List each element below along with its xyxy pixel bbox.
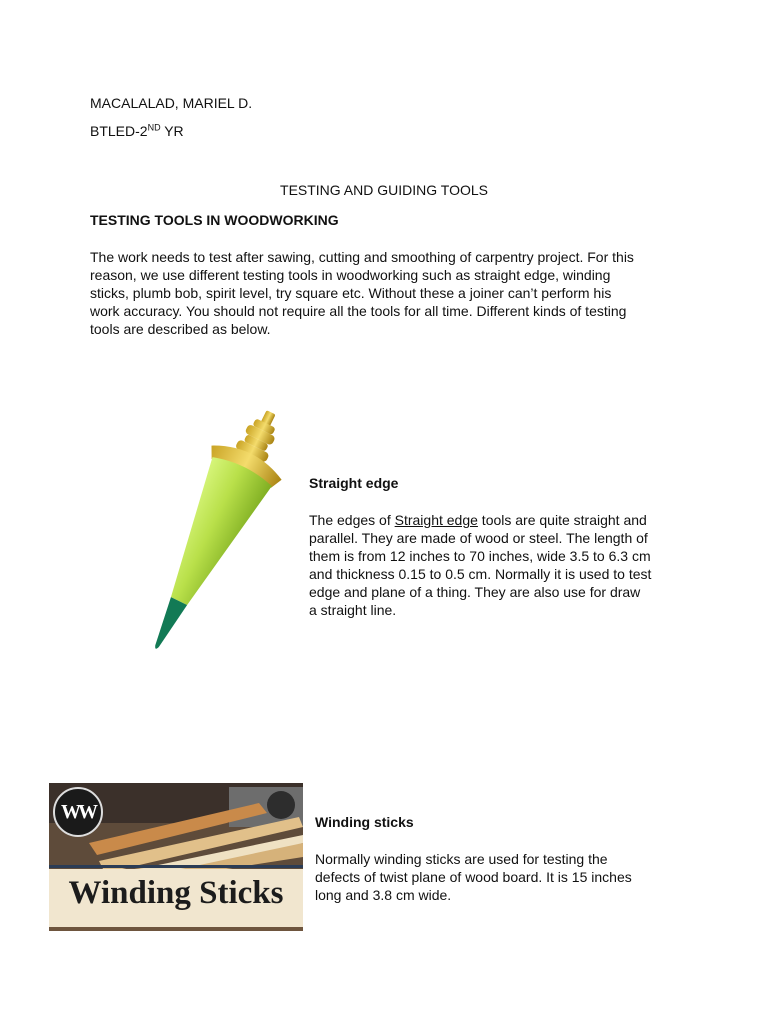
plumb-bob-image <box>86 402 286 678</box>
straight-edge-line: a straight line. <box>309 602 397 618</box>
straight-edge-line-prefix: The edges of <box>309 512 395 528</box>
straight-edge-line: edge and plane of a thing. They are also use for draw <box>309 584 641 600</box>
intro-paragraph <box>90 248 690 338</box>
document-title: TESTING AND GUIDING TOOLS <box>280 182 488 198</box>
course-year <box>90 122 184 140</box>
intro-line: sticks, plumb bob, spirit level, try square etc. Without these a joiner can’t perform his <box>90 285 612 301</box>
course-prefix: BTLED-2 <box>90 123 148 139</box>
straight-edge-line-suffix: tools are quite straight and <box>477 512 647 528</box>
straight-edge-line: parallel. They are made of wood or steel. The length of <box>309 530 648 546</box>
straight-edge-line: them is from 12 inches to 70 inches, wide 3.5 to 6.3 cm <box>309 548 651 564</box>
winding-sticks-paragraph <box>315 850 695 904</box>
course-suffix: YR <box>160 123 184 139</box>
author-name: MACALALAD, MARIEL D. <box>90 95 253 111</box>
section-heading: TESTING TOOLS IN WOODWORKING <box>90 212 339 228</box>
ww-logo-text: WW <box>61 800 95 823</box>
intro-line: work accuracy. You should not require all the tools for all time. Different kinds of testing <box>90 303 627 319</box>
winding-sticks-line: defects of twist plane of wood board. It is 15 inches <box>315 869 632 885</box>
straight-edge-link[interactable]: Straight edge <box>394 512 478 528</box>
winding-sticks-line: Normally winding sticks are used for testing the <box>315 851 608 867</box>
winding-sticks-line: long and 3.8 cm wide. <box>315 887 452 903</box>
straight-edge-line: and thickness 0.15 to 0.5 cm. Normally it is used to test <box>309 566 652 582</box>
caption-rule-top <box>49 865 303 868</box>
straight-edge-heading: Straight edge <box>309 475 399 491</box>
winding-sticks-heading: Winding sticks <box>315 814 414 830</box>
straight-edge-paragraph <box>309 511 689 619</box>
winding-sticks-caption: Winding Sticks <box>68 875 284 911</box>
winding-sticks-image <box>49 783 303 931</box>
course-superscript: ND <box>147 122 161 133</box>
intro-line: The work needs to test after sawing, cutting and smoothing of carpentry project. For this <box>90 249 634 265</box>
ww-logo <box>53 787 103 837</box>
intro-line: tools are described as below. <box>90 321 271 337</box>
intro-line: reason, we use different testing tools in woodworking such as straight edge, winding <box>90 267 611 283</box>
straight-edge-line <box>309 511 689 529</box>
